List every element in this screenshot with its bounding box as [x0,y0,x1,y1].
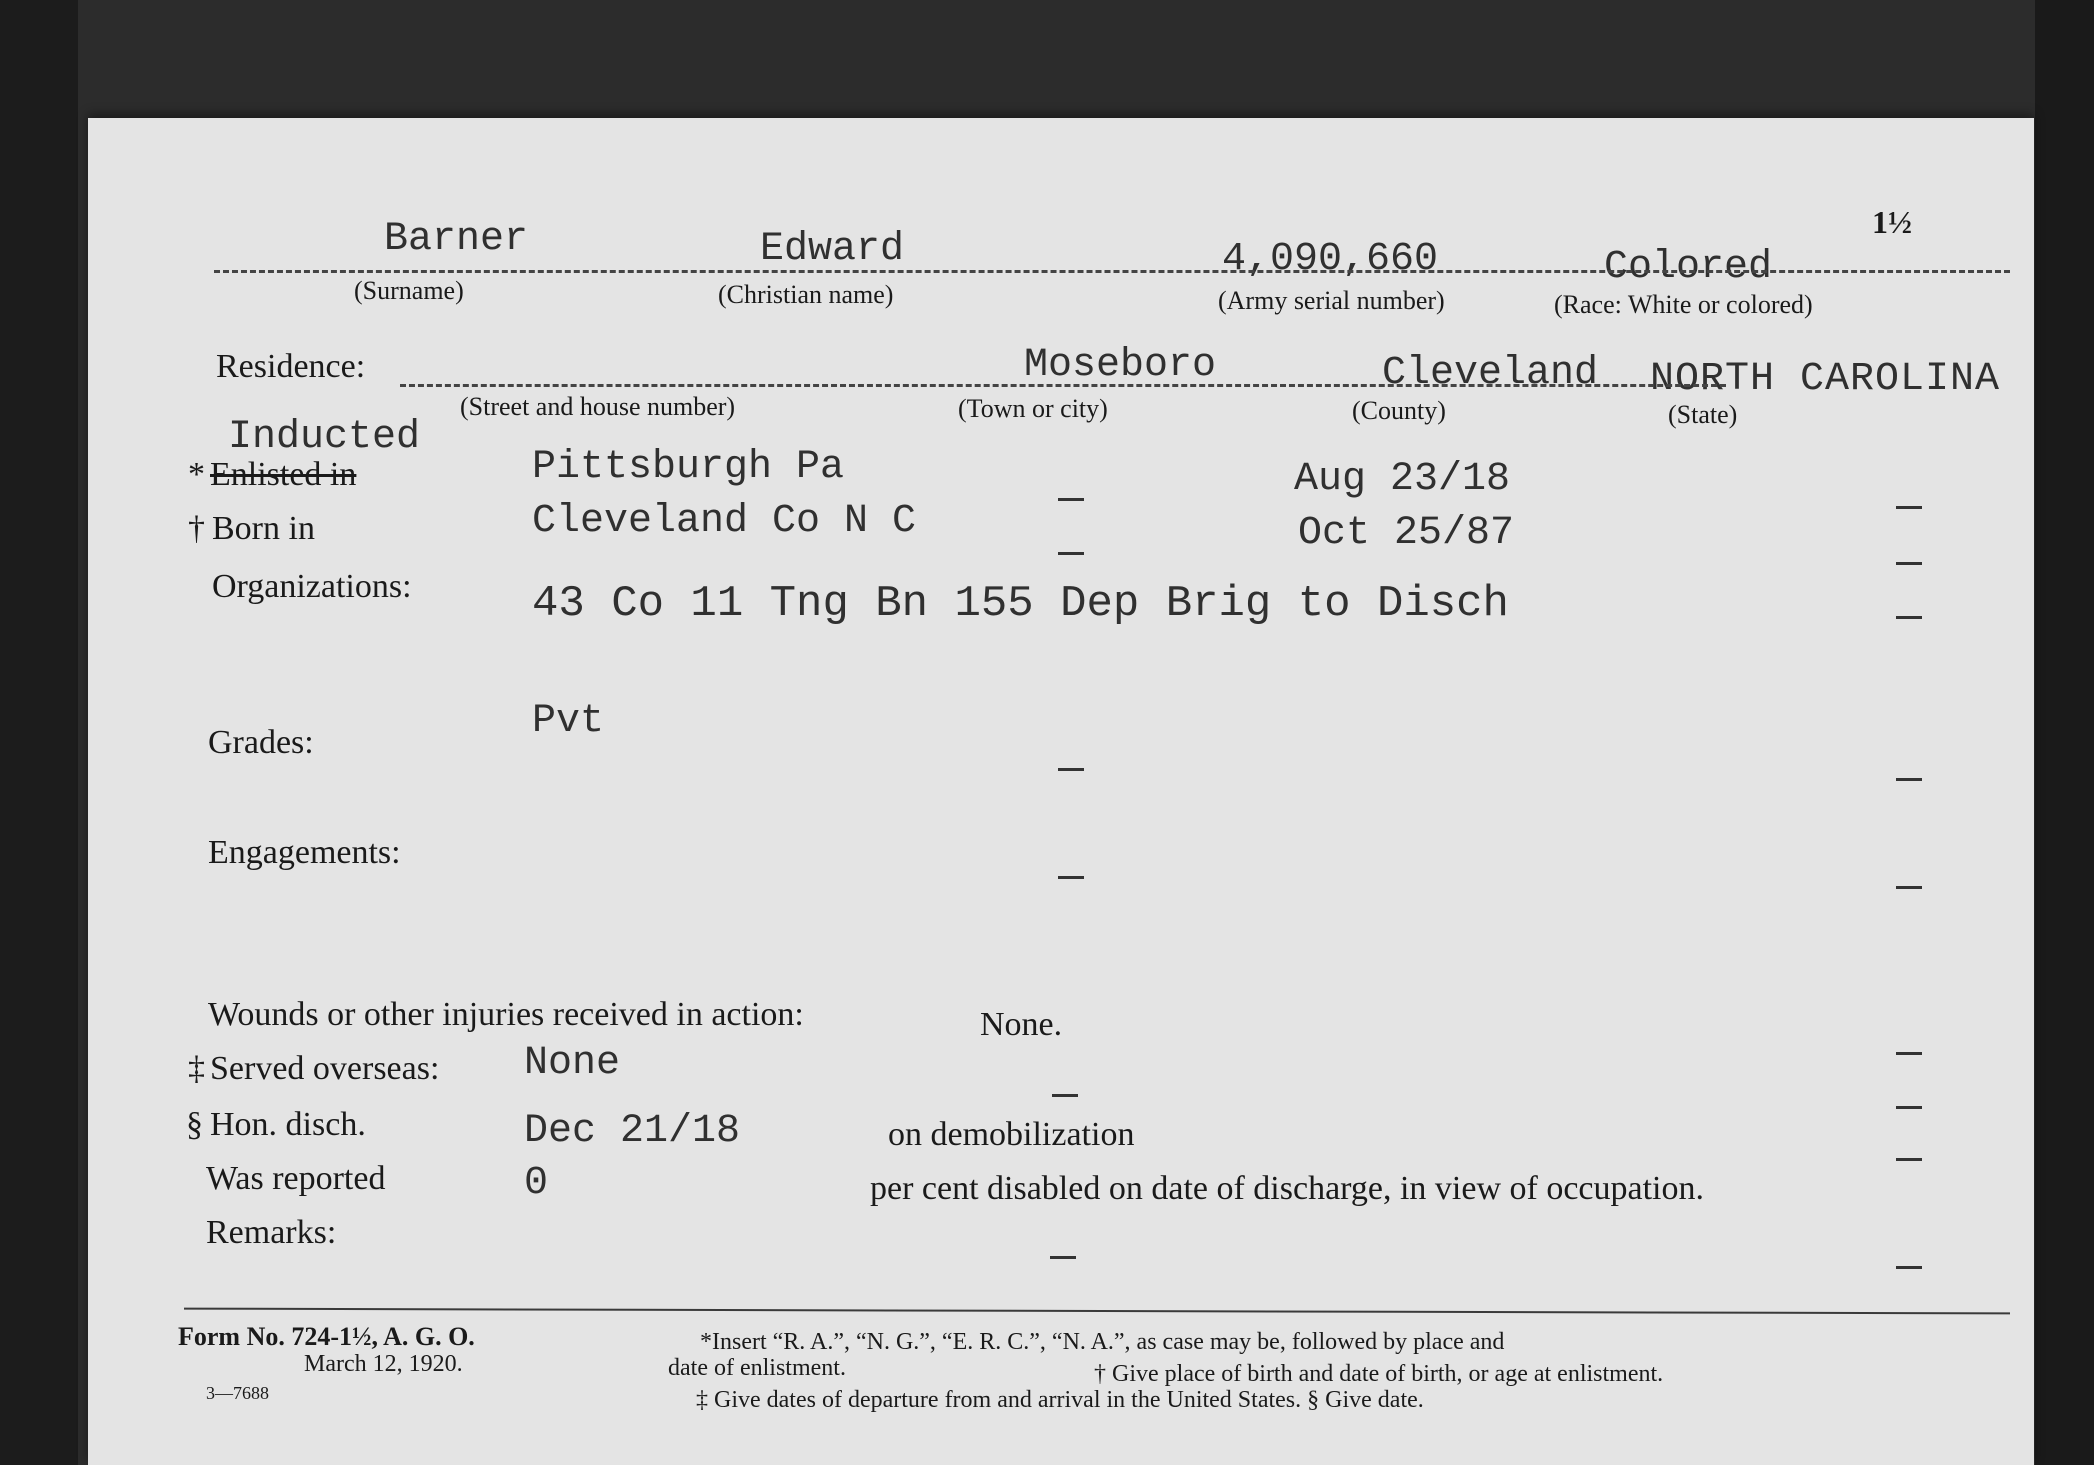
town-caption: (Town or city) [958,394,1108,423]
inducted-date-value: Aug 23/18 [1294,457,1511,502]
dash-mark [1058,768,1084,771]
residence-label: Residence: [216,348,366,385]
footnote-line-1: *Insert “R. A.”, “N. G.”, “E. R. C.”, “N. A.”, as case may be, followed by place and [700,1329,1505,1355]
overseas-mark: ‡ [188,1050,205,1087]
serial-number-value: 4,090,660 [1222,237,1439,282]
organizations-label: Organizations: [212,568,412,605]
grades-label: Grades: [208,724,314,761]
residence-line [400,384,1726,387]
hon-disch-mark: § [186,1106,203,1143]
race-caption: (Race: White or colored) [1554,290,1813,319]
surname-caption: (Surname) [354,276,464,305]
inducted-place-value: Pittsburgh Pa [532,445,845,490]
enlisted-mark: * [188,456,205,493]
hon-disch-date-value: Dec 21/18 [524,1109,741,1154]
footnote-line-2b: † Give place of birth and date of birth, or age at enlistment. [1094,1361,1664,1387]
born-place-value: Cleveland Co N C [532,499,917,544]
county-caption: (County) [1352,396,1446,425]
born-date-value: Oct 25/87 [1298,511,1515,556]
organizations-value: 43 Co 11 Tng Bn 155 Dep Brig to Disch [532,579,1509,629]
engagements-label: Engagements: [208,834,401,871]
served-overseas-label: Served overseas: [210,1050,440,1087]
served-overseas-value: None [524,1041,621,1086]
dash-mark [1896,1052,1922,1055]
race-value: Colored [1604,245,1773,290]
enlisted-in-label: Enlisted in [210,456,357,493]
dash-mark [1050,1256,1076,1259]
dash-mark [1896,778,1922,781]
hon-disch-suffix: on demobilization [888,1116,1135,1153]
form-number: Form No. 724-1½, A. G. O. [178,1322,475,1351]
name-line [214,270,2010,273]
scan-border-right [2035,0,2094,1465]
disability-percent-value: 0 [524,1161,549,1206]
dash-mark [1896,1158,1922,1161]
residence-state-value: NORTH CAROLINA [1650,357,2001,402]
residence-county-value: Cleveland [1382,351,1599,396]
residence-town-value: Moseboro [1024,343,1217,388]
wounds-value: None. [980,1006,1063,1043]
print-code: 3—7688 [206,1383,269,1403]
dash-mark [1058,552,1084,555]
dash-mark [1896,562,1922,565]
scan-border-left [0,0,78,1465]
born-in-label: Born in [212,510,315,547]
remarks-label: Remarks: [206,1214,337,1251]
dash-mark [1896,1106,1922,1109]
was-reported-label: Was reported [206,1160,386,1197]
footnote-line-3: ‡ Give dates of departure from and arrival in the United States. § Give date. [696,1387,1424,1413]
hon-disch-label: Hon. disch. [210,1106,366,1143]
christian-name-caption: (Christian name) [718,280,894,309]
footer-rule [184,1308,2010,1315]
dash-mark [1896,1266,1922,1269]
dash-mark [1896,506,1922,509]
street-caption: (Street and house number) [460,392,736,421]
serial-number-caption: (Army serial number) [1218,286,1445,315]
footnote-line-2a: date of enlistment. [668,1355,846,1381]
dash-mark [1896,886,1922,889]
born-mark: † [188,510,205,547]
dash-mark [1052,1094,1078,1097]
form-date: March 12, 1920. [304,1351,463,1377]
dash-mark [1058,498,1084,501]
corner-mark: 1½ [1872,204,1912,240]
disability-suffix: per cent disabled on date of discharge, in view of occupation. [870,1170,1704,1207]
surname-value: Barner [384,217,529,262]
dash-mark [1058,876,1084,879]
wounds-label: Wounds or other injuries received in action: [208,996,804,1033]
dash-mark [1896,616,1922,619]
christian-name-value: Edward [760,227,905,272]
state-caption: (State) [1668,400,1738,429]
inducted-typed-label: Inducted [228,415,421,460]
service-record-card [88,118,2034,1465]
grades-value: Pvt [532,699,605,744]
